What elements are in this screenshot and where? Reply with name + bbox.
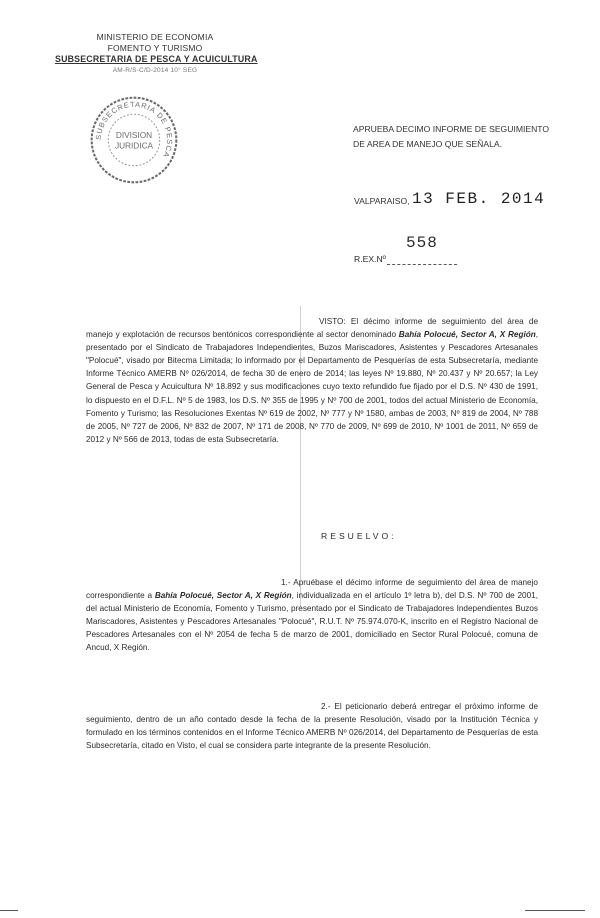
resolution-number: 558 [406, 234, 438, 252]
resuelvo-heading: RESUELVO: [321, 531, 397, 541]
item1-text-2: , individualizada en el artículo 1º letra b), del D.S. Nº 700 de 2001, del actual Ministerio de Economía, Fomento y Turismo, presentado por el Sindicato de Trabajadores Independientes Buzos Mariscadores, Asistentes y Pescadores Artesanales "Polocué", R.U.T. Nº 75.974.070-K, inscrito en el Registro Nacional de Pescadores Artesanales con el Nº 2054 de fecha 5 de marzo de 2001, domiciliado en Sector Rural Polocué, comuna de Ancud, X Región. [86, 591, 538, 653]
resolution-item-2: 2.- El peticionario deberá entregar el próximo informe de seguimiento, dentro de un año contado desde la fecha de la presente Resolución, visado por la Institución Técnica y formulado en los términos contenidos en el Informe Técnico AMERB Nº 026/2014, del Departamento de Pesquerías de esta Subsecretaría, citado en Visto, el cual se considera parte integrante de la presente Resolución. [86, 702, 538, 751]
bottom-mark-left [0, 910, 18, 911]
visto-paragraph [86, 315, 538, 446]
date-line [354, 192, 554, 212]
bottom-mark-right [525, 910, 585, 911]
resolution-label: R.EX.Nº [354, 254, 386, 264]
division-juridica-stamp [88, 94, 180, 186]
resolution-number-block [354, 234, 554, 268]
item1-area-name: Bahía Polocué, Sector A, X Región [154, 591, 292, 601]
resolution-number-underline [387, 264, 457, 265]
ministry-name: MINISTERIO DE ECONOMIA [96, 32, 214, 42]
visto-text-1: VISTO: El décimo informe de seguimiento del área de manejo y explotación de recursos bentónicos correspondiente al sector denominado [86, 317, 538, 340]
visto-text-2: , presentado por el Sindicato de Trabajadores Independientes, Buzos Mariscadores, Asistentes y Pescadores Artesanales "Polocué", visado por Bitecma Limitada; lo informado por el Departamento de Pesquerías de esta Subsecretaría, mediante Informe Técnico AMERB Nº 026/2014, de fecha 30 de enero de 2014; las leyes Nº 19.880, Nº 20.437 y Nº 20.657; la Ley General de Pesca y Acuicultura Nº 18.892 y sus modificaciones cuyo texto refundido fue fijado por el D.S. Nº 430 de 1991, lo dispuesto en el D.F.L. Nº 5 de 1983, los D.S. Nº 355 de 1995 y Nº 700 de 2001, todos del actual Ministerio de Economía, Fomento y Turismo; las Resoluciones Exentas Nº 619 de 2002, Nº 777 y Nº 1580, ambas de 2003, Nº 819 de 2004, Nº 788 de 2005, Nº 727 de 2006, Nº 832 de 2007, Nº 171 de 2008, Nº 770 de 2009, Nº 699 de 2010, Nº 1001 de 2011, Nº 659 de 2012 y Nº 566 de 2013, todas de esta Subsecretaría. [86, 330, 538, 444]
subsecretaria-name: SUBSECRETARIA DE PESCA Y ACUICULTURA [55, 54, 258, 64]
date-city: VALPARAISO, [354, 196, 410, 206]
reference-code: AM-R/S-C/D-2014 10° SEG [112, 67, 198, 74]
ministry-subtitle: FOMENTO Y TURISMO [107, 43, 203, 53]
resolution-item-1 [86, 576, 538, 655]
visto-area-name: Bahía Polocué, Sector A, X Región [398, 330, 536, 340]
stamp-center-line1: DIVISION [115, 131, 153, 141]
item1-text-1: 1.- Apruébase el décimo informe de seguimiento del área de manejo correspondiente a [86, 578, 538, 601]
letterhead [55, 32, 258, 76]
stamp-ring-text: SUBSECRETARIA DE PESCA [93, 99, 175, 160]
resolution-subject: APRUEBA DECIMO INFORME DE SEGUIMIENTO DE AREA DE MANEJO QUE SEÑALA. [353, 124, 550, 149]
stamp-center-line2: JURIDICA [114, 141, 154, 151]
date-stamp: 13 FEB. 2014 [412, 190, 546, 208]
